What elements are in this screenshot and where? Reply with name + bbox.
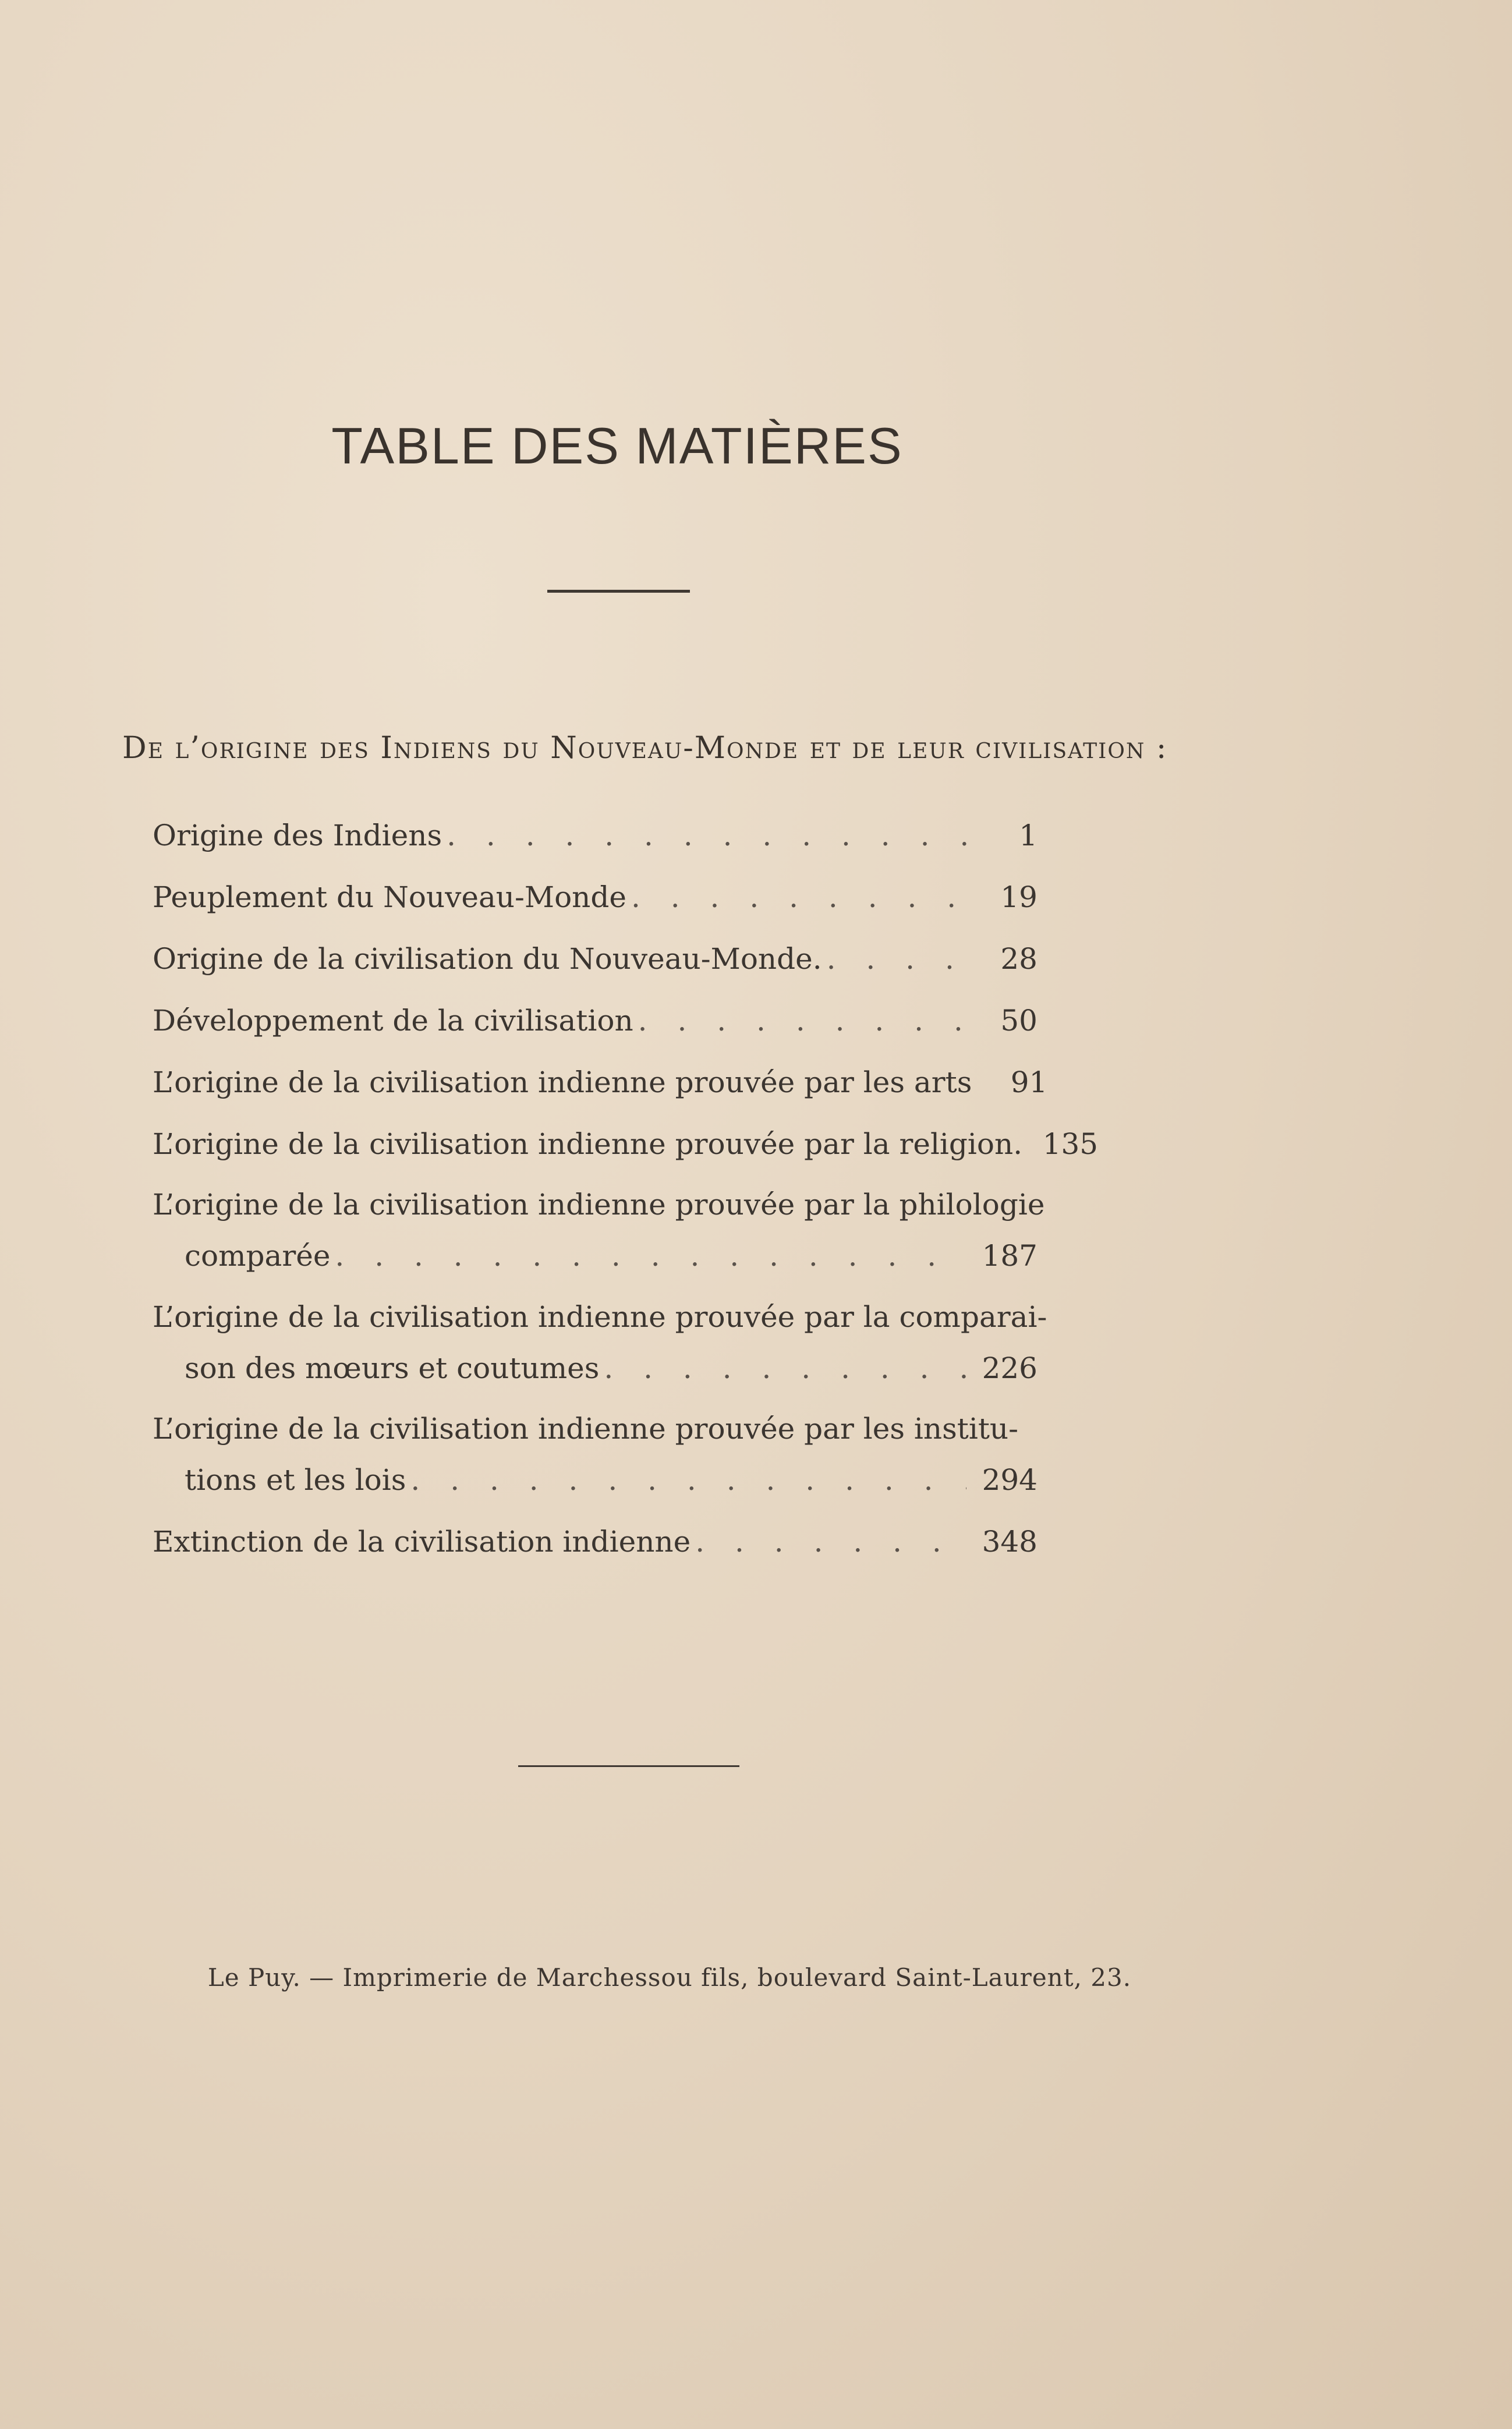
toc-page-number: 135 bbox=[1042, 1127, 1099, 1161]
toc-entry bbox=[153, 810, 1037, 861]
dot-leader bbox=[447, 810, 966, 861]
page-title: TABLE DES MATIÈRES bbox=[331, 417, 903, 475]
dot-leader bbox=[604, 1343, 966, 1394]
dot-leader bbox=[638, 995, 966, 1046]
toc-entry bbox=[153, 1057, 1048, 1108]
toc-entry-title: Extinction de la civilisation indienne bbox=[153, 1525, 691, 1559]
toc-entry-title: L’origine de la civilisation indienne prouvée par les arts bbox=[153, 1065, 972, 1099]
dot-leader bbox=[335, 1230, 966, 1281]
closing-rule bbox=[518, 1765, 739, 1767]
toc-entry bbox=[153, 1516, 1037, 1567]
toc-entry bbox=[153, 872, 1037, 923]
toc-page-number: 50 bbox=[1000, 1004, 1037, 1038]
dot-leader bbox=[695, 1516, 966, 1567]
toc-page-number: 348 bbox=[982, 1525, 1037, 1559]
toc-page-number: 19 bbox=[1000, 880, 1037, 914]
toc-entry bbox=[153, 1118, 1099, 1170]
toc-entry-title: L’origine de la civilisation indienne prouvée par la comparai- bbox=[153, 1300, 1047, 1334]
toc-entry-title: Peuplement du Nouveau-Monde bbox=[153, 880, 626, 914]
toc-entry bbox=[153, 1291, 1047, 1394]
toc-page-number: 91 bbox=[1010, 1065, 1048, 1099]
toc-entry bbox=[153, 995, 1037, 1046]
toc-entry-title: Développement de la civilisation bbox=[153, 1004, 633, 1038]
toc-entry bbox=[153, 1403, 1037, 1506]
dot-leader bbox=[410, 1454, 966, 1506]
toc-entry-title: Origine des Indiens bbox=[153, 819, 442, 852]
toc-entry-title-continued: son des mœurs et coutumes bbox=[185, 1351, 600, 1385]
toc-entry-title-continued: tions et les lois bbox=[185, 1463, 406, 1497]
toc-entry bbox=[153, 933, 1037, 985]
toc-entry-title: Origine de la civilisation du Nouveau-Monde. bbox=[153, 942, 822, 976]
toc-entry-title-continued: comparée bbox=[185, 1239, 331, 1273]
printer-imprint: Le Puy. — Imprimerie de Marchessou fils, boulevard Saint-Laurent, 23. bbox=[207, 1963, 1132, 1992]
toc-page-number: 226 bbox=[982, 1351, 1037, 1385]
toc-entry bbox=[153, 1179, 1045, 1281]
toc-page-number: 294 bbox=[982, 1463, 1037, 1497]
toc-page-number: 28 bbox=[1000, 942, 1037, 976]
toc-entry-title: L’origine de la civilisation indienne prouvée par les institu- bbox=[153, 1412, 1019, 1446]
toc-page-number: 1 bbox=[1019, 819, 1037, 852]
dot-leader bbox=[631, 872, 966, 923]
toc-entry-title: L’origine de la civilisation indienne prouvée par la philologie bbox=[153, 1188, 1045, 1221]
dot-leader bbox=[827, 933, 966, 985]
section-heading: De l’origine des Indiens du Nouveau-Monde et de leur civilisation : bbox=[122, 731, 1168, 766]
toc-entry-title: L’origine de la civilisation indienne prouvée par la religion. bbox=[153, 1127, 1023, 1161]
toc-page-number: 187 bbox=[982, 1239, 1037, 1273]
